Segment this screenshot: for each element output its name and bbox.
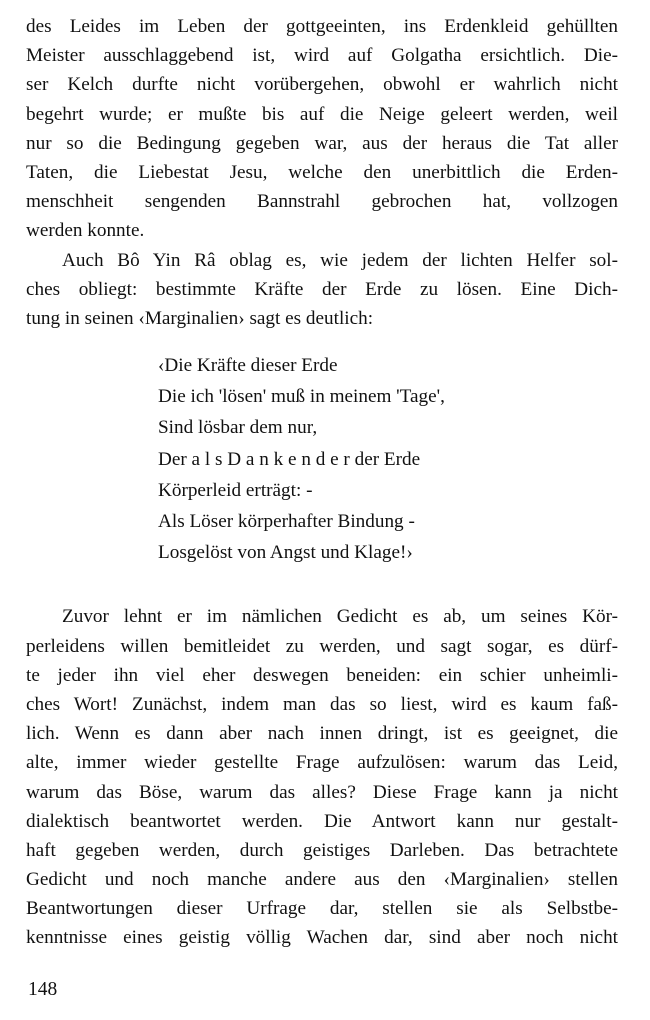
paragraph: [26, 602, 618, 952]
text-line: menschheit sengenden Bannstrahl gebrochen hat, vollzogen: [26, 191, 618, 213]
text-line: haft gegeben werden, durch geistiges Darleben. Das betrachtete: [26, 839, 618, 861]
paragraph: [26, 246, 618, 334]
text-line: perleidens willen bemitleidet zu werden, und sagt sogar, es dürf-: [26, 635, 618, 657]
poem-line: Als Löser körperhafter Bindung -: [158, 511, 415, 532]
text-line: ser Kelch durfte nicht vorübergehen, obwohl er wahrlich nicht: [26, 74, 618, 96]
poem-line: Körperleid erträgt: -: [158, 479, 313, 501]
text-line: tung in seinen ‹Marginalien› sagt es deutlich:: [26, 307, 374, 329]
text-line: begehrt wurde; er mußte bis auf die Neige geleert werden, weil: [26, 103, 618, 125]
poem-line: Losgelöst von Angst und Klage!›: [158, 542, 413, 564]
text-line: des Leides im Leben der gottgeeinten, ins Erdenkleid gehüllten: [26, 16, 618, 37]
paragraph-gap: [26, 568, 618, 602]
text-line: nur so die Bedingung gegeben war, aus der heraus die Tat aller: [26, 132, 618, 154]
text-line: Meister ausschlaggebend ist, wird auf Golgatha ersichtlich. Die-: [26, 45, 618, 67]
text-line: Auch Bô Yin Râ oblag es, wie jedem der lichten Helfer sol-: [62, 249, 618, 271]
text-line: ches obliegt: bestimmte Kräfte der Erde zu lösen. Eine Dich-: [26, 278, 618, 300]
paragraph: [26, 12, 618, 246]
text-line: te jeder ihn viel eher deswegen beneiden: ein schier unheimli-: [26, 664, 618, 686]
text-line: lich. Wenn es dann aber nach innen dringt, ist es geeignet, die: [26, 723, 618, 745]
text-line: Gedicht und noch manche andere aus den ‹Marginalien› stellen: [26, 869, 618, 891]
poem-line: ‹Die Kräfte dieser Erde: [158, 355, 338, 377]
text-line: dialektisch beantwortet werden. Die Antwort kann nur gestalt-: [26, 810, 618, 832]
text-line: Taten, die Liebestat Jesu, welche den unerbittlich die Erden-: [26, 161, 618, 183]
text-line: kenntnisse eines geistig völlig Wachen dar, sind aber noch nicht: [26, 927, 618, 949]
text-line: Beantwortungen dieser Urfrage dar, stellen sie als Selbstbe-: [26, 898, 618, 920]
book-page: [26, 12, 618, 953]
text-line: werden konnte.: [26, 220, 145, 242]
poem-line: Der a l s D a n k e n d e r der Erde: [158, 448, 421, 470]
page-number: 148: [28, 979, 58, 1000]
text-line: ches Wort! Zunächst, indem man das so liest, wird es kaum faß-: [26, 693, 618, 715]
poem-quote: [158, 350, 578, 568]
poem-line: Sind lösbar dem nur,: [158, 417, 318, 439]
text-line: alte, immer wieder gestellte Frage aufzulösen: warum das Leid,: [26, 752, 618, 774]
text-line: Zuvor lehnt er im nämlichen Gedicht es ab, um seines Kör-: [62, 606, 618, 628]
text-line: warum das Böse, warum das alles? Diese Frage kann ja nicht: [26, 781, 618, 803]
poem-line: Die ich 'lösen' muß in meinem 'Tage',: [158, 386, 445, 408]
